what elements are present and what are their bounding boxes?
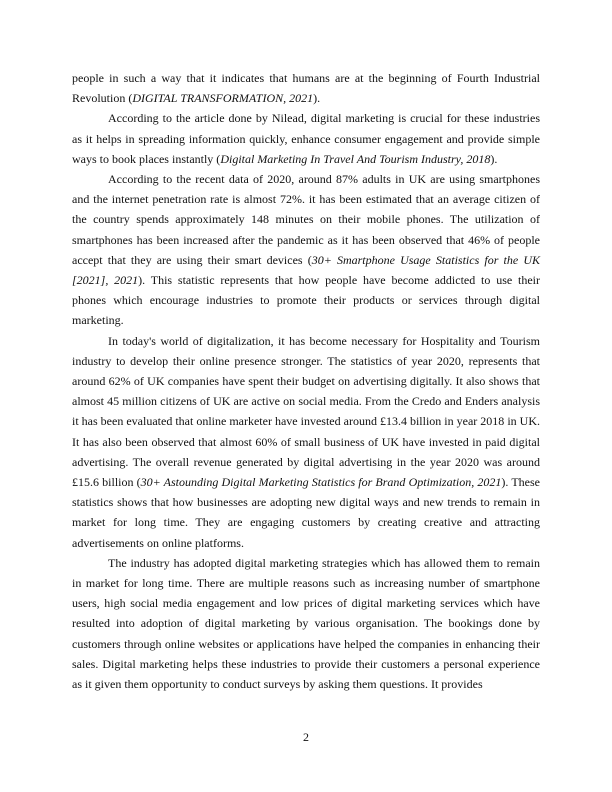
paragraph-5-run-1: The industry has adopted digital marketing strategies which has allowed them to remain in market for long time. There are multiple reasons such as increasing number of smartphone users, high social media engagement and low prices of digital marketing services which have resulted into adoption of digital marketing by various organisation. The bookings done by customers through online websites or applications have helped the companies in enhancing their sales. Digital marketing helps these industries to provide their customers a personal experience as it given them opportunity to conduct surveys by asking them questions. It provides — [72, 555, 540, 692]
paragraph-4-run-3: ). These statistics shows that how businesses are adopting new digital ways and new trends to remain in market for long time. They are engaging customers by creating creative and attracting advertisements on online platforms. — [72, 475, 540, 550]
paragraph-1 — [72, 68, 540, 108]
page-number: 2 — [303, 730, 309, 744]
body-text — [72, 68, 540, 694]
paragraph-4 — [72, 331, 540, 553]
citation-digital-transformation: DIGITAL TRANSFORMATION, 2021 — [132, 91, 314, 106]
paragraph-3-run-1: According to the recent data of 2020, around 87% adults in UK are using smartphones and the internet penetration rate is almost 72%. it has been estimated that an average citizen of the country spends approximately 148 minutes on their mobile phones. The utilization of smartphones has been increased after the pandemic as it has been observed that 46% of people accept that they are using their smart devices ( — [72, 172, 540, 267]
citation-smartphone-usage: 30+ Smartphone Usage Statistics for the UK [2021], 2021 — [72, 252, 540, 288]
citation-digital-marketing-travel: Digital Marketing In Travel And Tourism Industry, 2018 — [220, 151, 491, 166]
paragraph-5 — [72, 553, 540, 694]
citation-astounding-statistics: 30+ Astounding Digital Marketing Statistics for Brand Optimization, 2021 — [140, 475, 502, 490]
paragraph-1-run-1: people in such a way that it indicates that humans are at the beginning of Fourth Industrial Revolution ( — [72, 71, 540, 106]
paragraph-4-run-1: In today's world of digitalization, it has become necessary for Hospitality and Tourism industry to develop their online presence stronger. The statistics of year 2020, represents that around 62% of UK companies have spent their budget on advertising digitally. It also shows that almost 45 million citizens of UK are active on social media. From the Credo and Enders analysis it has been evaluated that online marketer have invested around £13.4 billion in year 2018 in UK. It has also been observed that almost 60% of small business of UK have invested in paid digital advertising. The overall revenue generated by digital advertising in the year 2020 was around £15.6 billion ( — [72, 333, 540, 490]
paragraph-3 — [72, 169, 540, 331]
paragraph-3-run-3: ). This statistic represents that how people have become addicted to use their phones which encourage industries to promote their products or services through digital marketing. — [72, 273, 541, 328]
paragraph-2-run-3: ). — [490, 151, 498, 166]
paragraph-2 — [72, 108, 540, 169]
paragraph-2-run-1: According to the article done by Nilead, digital marketing is crucial for these industries as it helps in spreading information quickly, enhance consumer engagement and provide simple ways to book places instantly ( — [72, 111, 540, 166]
paragraph-1-run-3: ). — [313, 91, 321, 106]
